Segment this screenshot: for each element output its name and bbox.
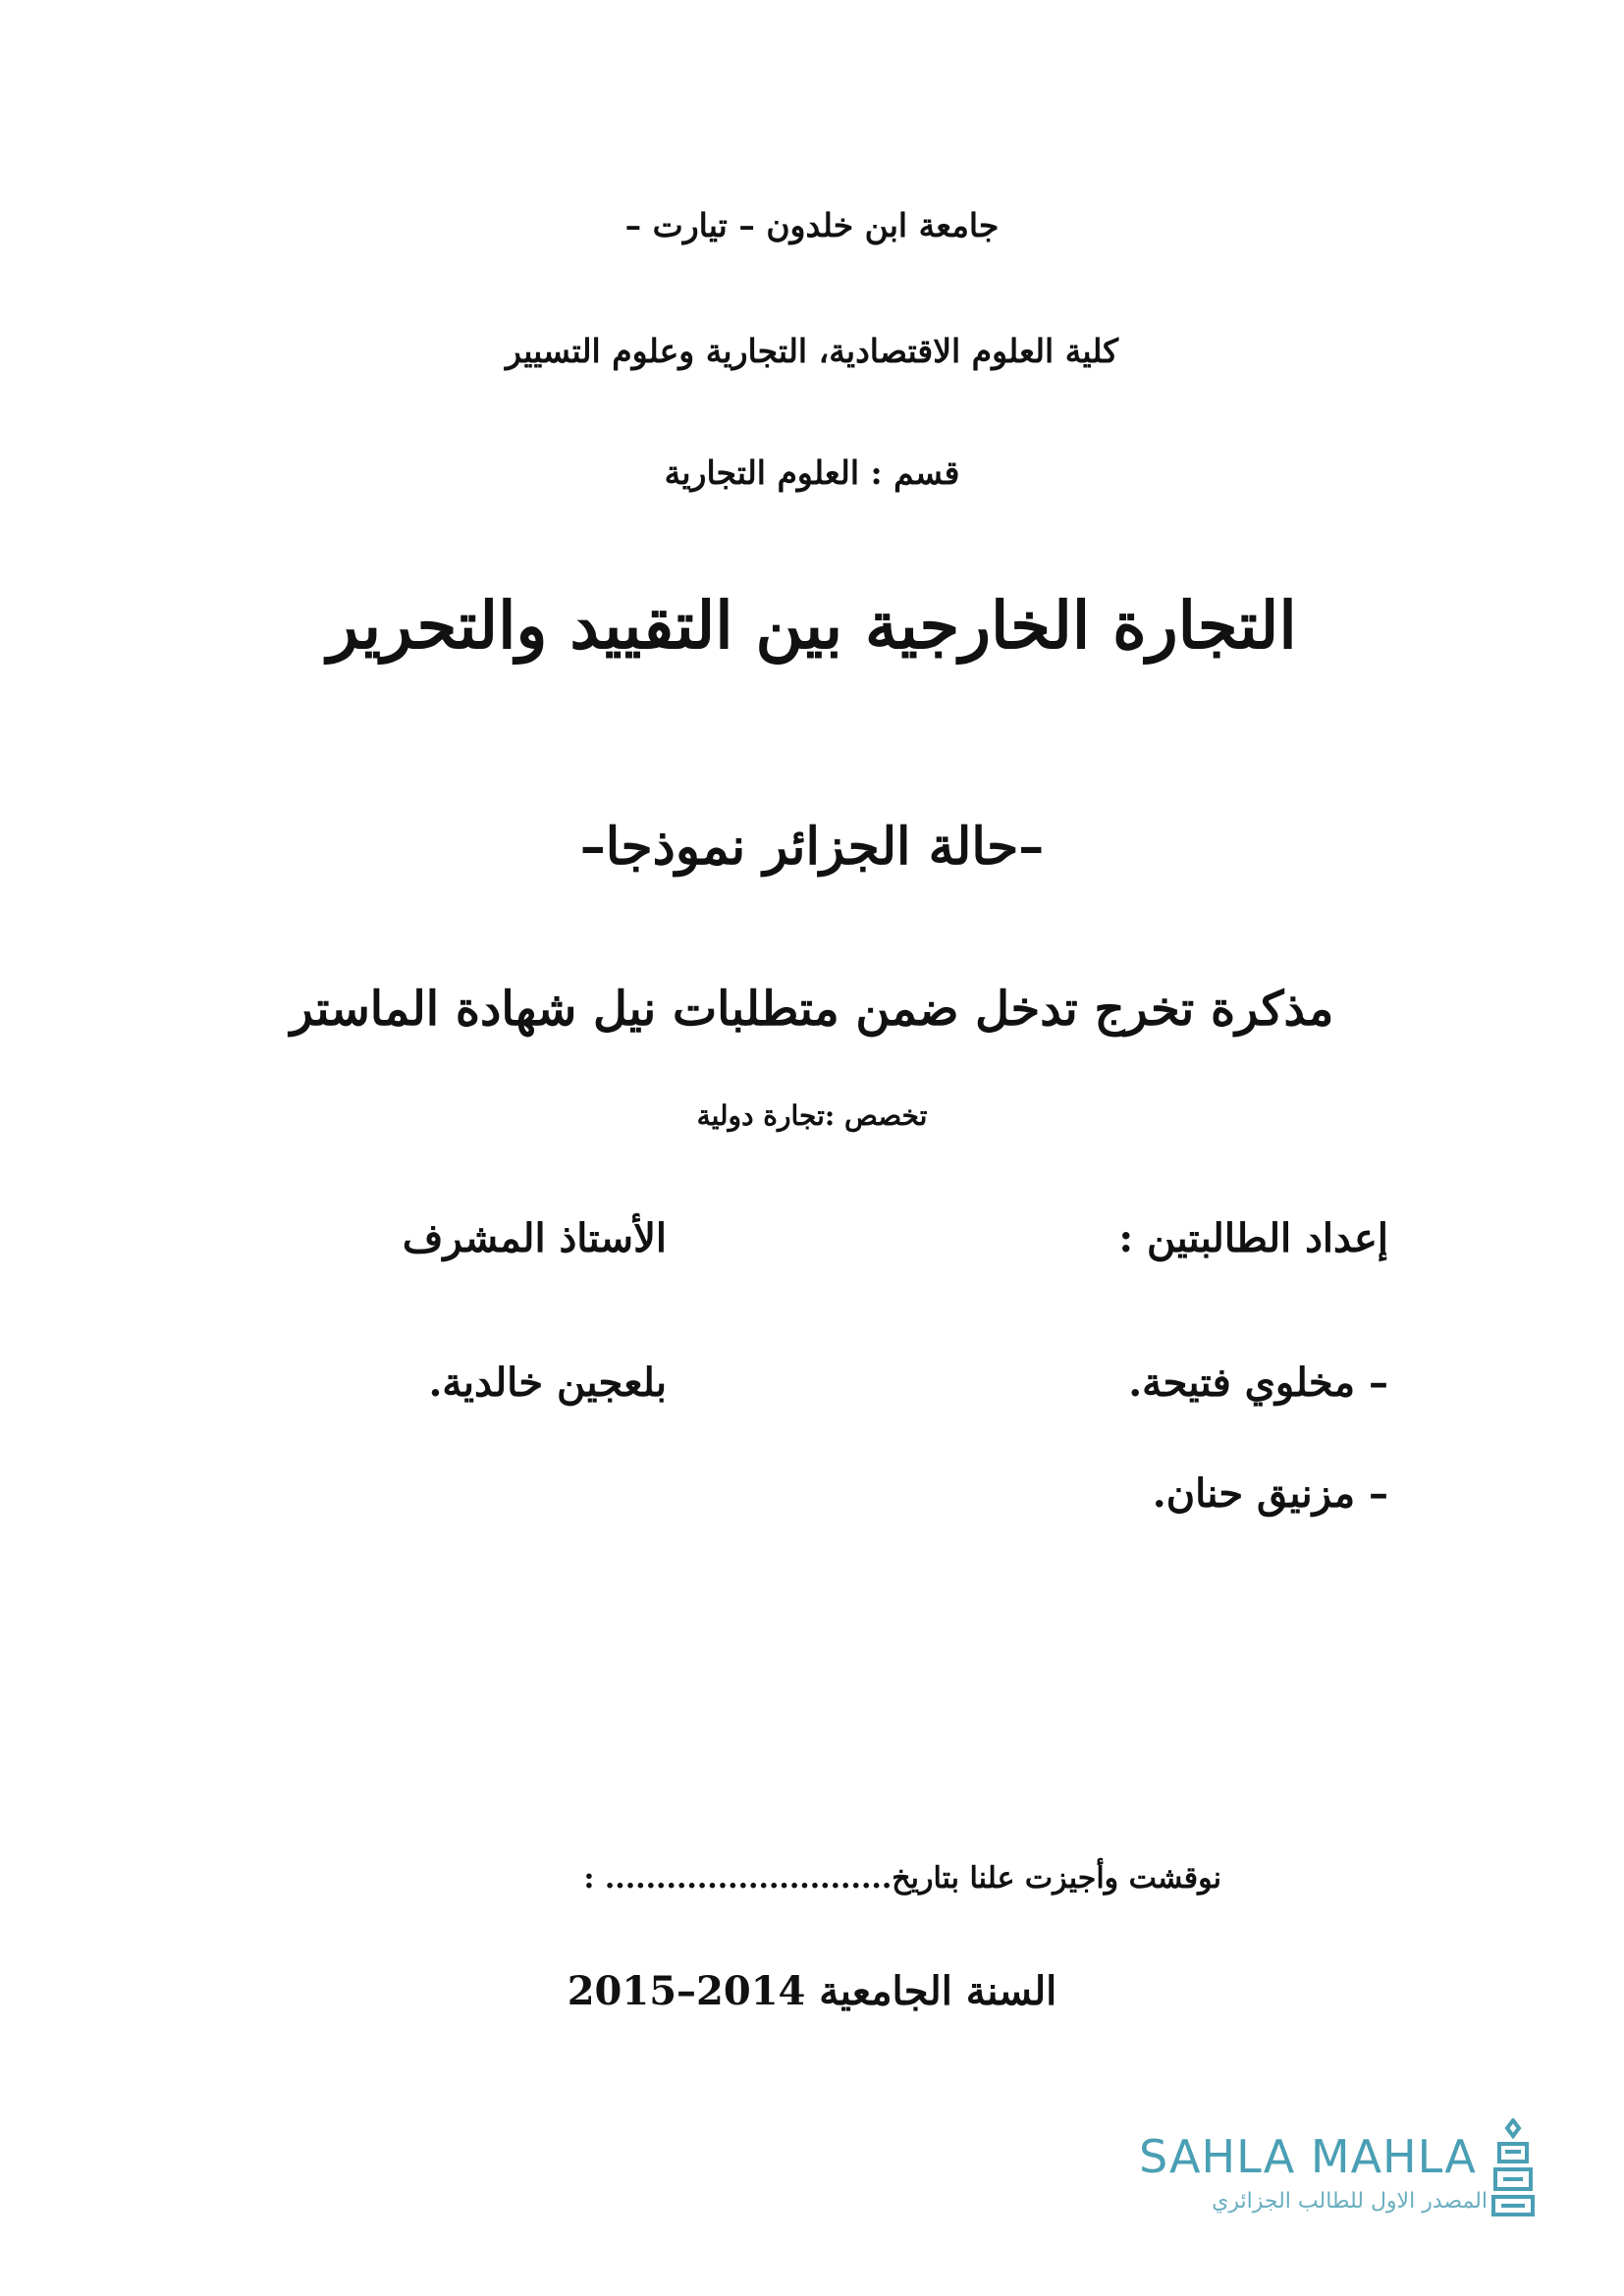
academic-year: السنة الجامعية 2014–2015 <box>567 1968 1057 2014</box>
supervisor-label: الأستاذ المشرف <box>402 1215 667 1261</box>
defense-date-line: نوقشت وأجيزت علنا بتاريخ............................ : <box>583 1861 1221 1896</box>
supervisor-name: بلعجين خالدية. <box>428 1360 667 1406</box>
thesis-title: التجارة الخارجية بين التقييد والتحرير <box>327 587 1297 664</box>
logo-name: SAHLA MAHLA <box>1139 2130 1477 2183</box>
logo-tagline: المصدر الاول للطالب الجزائري <box>1212 2189 1488 2214</box>
prepared-by-label: إعداد الطالبتين : <box>1118 1215 1388 1261</box>
student-name: – مخلوي فتيحة. <box>1128 1360 1388 1406</box>
thesis-subtitle: –حالة الجزائر نموذجا– <box>579 817 1045 877</box>
faculty-name: كلية العلوم الاقتصادية، التجارية وعلوم التسيير <box>505 332 1119 370</box>
watermark-logo <box>1139 2130 1532 2238</box>
student-name: – مزنيق حنان. <box>1152 1470 1388 1517</box>
logo-mark-icon <box>1489 2118 1537 2216</box>
university-name: جامعة ابن خلدون – تيارت – <box>624 206 1000 244</box>
department-name: قسم : العلوم التجارية <box>664 454 960 492</box>
memo-description: مذكرة تخرج تدخل ضمن متطلبات نيل شهادة الماستر <box>290 982 1334 1037</box>
specialty: تخصص :تجارة دولية <box>696 1099 928 1132</box>
